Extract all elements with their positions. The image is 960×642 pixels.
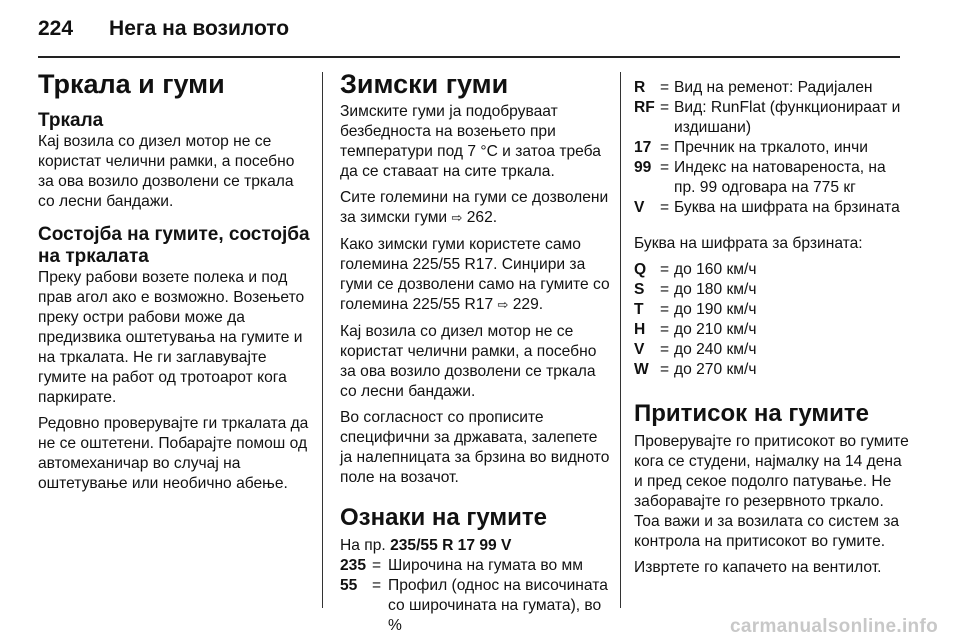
- def-row: V = Буква на шифрата на брзината: [634, 199, 900, 216]
- pressure-text-2: Извртете го капачето на вентилот.: [634, 559, 882, 576]
- wheels-heading: Тркала: [38, 110, 104, 131]
- def-row: R = Вид на ременот: Радијален: [634, 79, 873, 96]
- column-2: [340, 64, 612, 636]
- winter-text-1: Зимските гуми ја подобруваат безбедноста на возењето при температури под 7 °C и затоа треба да се ставаат на сите тркала.: [340, 103, 601, 180]
- condition-text-2: Редовно проверувајте ги тркалата да не се оштетени. Побарајте помош од автомеханичар во случај на оштетување или необично абење.: [38, 415, 309, 492]
- page-ref-262[interactable]: 262.: [466, 209, 498, 226]
- column-divider-1: [322, 72, 323, 608]
- speed-row: W = до 270 км/ч: [634, 361, 757, 378]
- tyre-markings-heading: Ознаки на гумите: [340, 504, 548, 531]
- page-ref-icon: ⇨: [451, 211, 463, 226]
- def-row: 17 = Пречник на тркалото, инчи: [634, 139, 868, 156]
- def-row: 235 = Широчина на гумата во мм: [340, 557, 583, 574]
- def-row: RF = Вид: RunFlat (функционираат и издишани): [634, 99, 901, 136]
- marking-defs-table: [340, 556, 612, 636]
- condition-text-1: Преку рабови возете полека и под прав агол ако е возможно. Возењето преку остри рабови може да предизвика оштетувања на гумите и на тркалата. Не ги заглавувајте гумите на работ од тротоарот кога паркирате.: [38, 269, 305, 406]
- speed-row: H = до 210 км/ч: [634, 321, 757, 338]
- speed-row: T = до 190 км/ч: [634, 301, 757, 318]
- section-title: Тркала и гуми: [38, 69, 225, 99]
- watermark: carmanualsonline.info: [730, 616, 938, 637]
- marking-defs-table-cont: [634, 78, 910, 218]
- page-ref-229[interactable]: 229.: [512, 296, 544, 313]
- speed-row: S = до 180 км/ч: [634, 281, 757, 298]
- chapter-title: Нега на возилото: [109, 17, 290, 40]
- winter-text-3: Како зимски гуми користете само големина 225/55 R17. Синџири за гуми се дозволени само на гумите со големина 225/55 R17 ⇨ 229.: [340, 236, 610, 313]
- winter-text-4: Кај возила со дизел мотор не се користат челични рамки, а посебно за ова возило дозволени се тркала со лесни бандажи.: [340, 323, 597, 400]
- speed-code-table: [634, 260, 910, 380]
- wheels-text: Кај возила со дизел мотор не се користат челични рамки, а посебно за ова возило дозволени се тркала со лесни бандажи.: [38, 133, 295, 210]
- winter-text-5: Во согласност со прописите специфични за државата, залепете ја налепницата за брзина во видното поле на возачот.: [340, 409, 610, 486]
- column-3: [634, 78, 910, 584]
- speed-row: V = до 240 км/ч: [634, 341, 757, 358]
- example-line: На пр. 235/55 R 17 99 V: [340, 537, 512, 554]
- page-header: [38, 14, 289, 44]
- header-rule: [38, 56, 900, 58]
- condition-heading: Состојба на гумите, состојба на тркалата: [38, 224, 310, 267]
- speed-intro: Буква на шифрата за брзината:: [634, 235, 863, 252]
- page-number: 224: [38, 17, 74, 40]
- winter-tyres-heading: Зимски гуми: [340, 69, 509, 99]
- tyre-pressure-heading: Притисок на гумите: [634, 400, 870, 427]
- def-row: 99 = Индекс на натовареноста, на пр. 99 одговара на 775 кг: [634, 159, 886, 196]
- column-1: [38, 64, 310, 500]
- pressure-text-1: Проверувајте го притисокот во гумите кога се студени, најмалку на 14 дена и пред секое подолго патување. Не заборавајте го резервното тркало. Тоа важи и за возилата со систем за контрола на притисокот во гумите.: [634, 433, 909, 550]
- column-divider-2: [620, 72, 621, 608]
- def-row: 55 = Профил (однос на височината со широчината на гумата), во %: [340, 577, 608, 634]
- page-ref-icon: ⇨: [497, 298, 509, 313]
- winter-text-2: Сите големини на гуми се дозволени за зимски гуми ⇨ 262.: [340, 189, 609, 226]
- example-code: 235/55 R 17 99 V: [390, 537, 512, 554]
- speed-row: Q = до 160 км/ч: [634, 261, 757, 278]
